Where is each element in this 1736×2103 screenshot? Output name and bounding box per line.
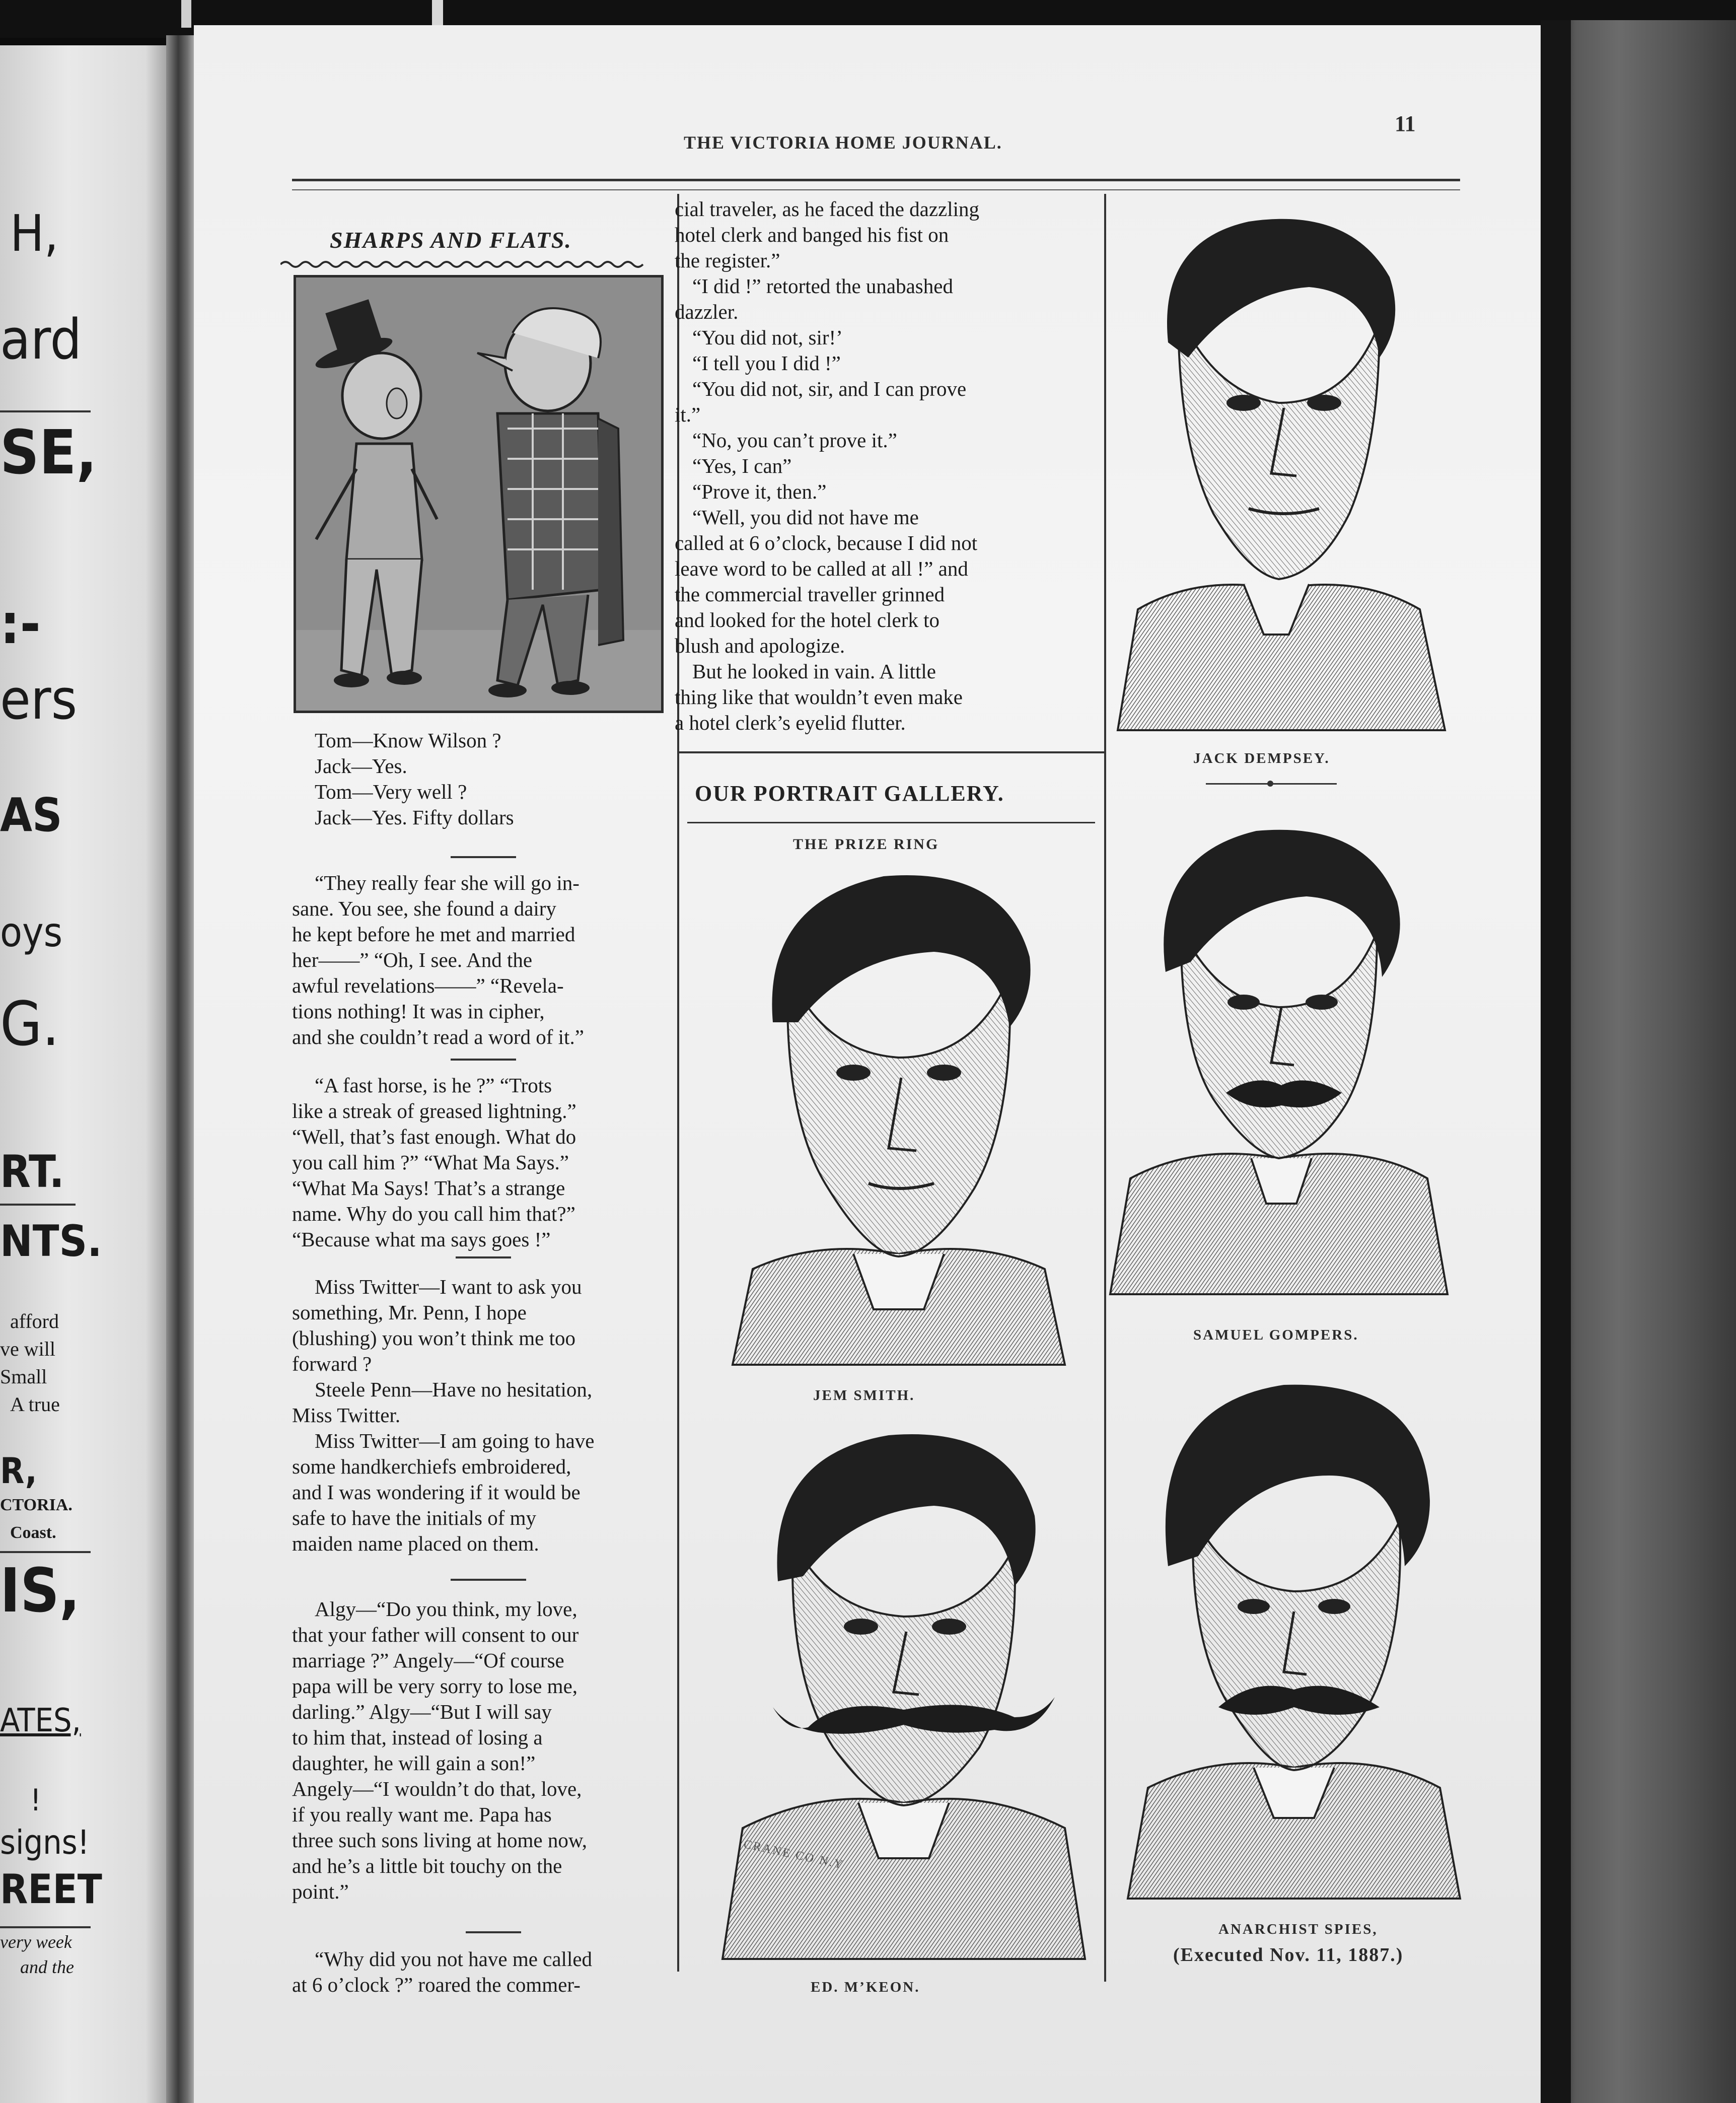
text-line: Tom—Very well ? <box>315 780 467 803</box>
text-line: forward ? <box>292 1352 372 1375</box>
joke <box>292 1274 670 1557</box>
scanner-gap <box>432 0 443 28</box>
fragment: REET <box>0 1866 102 1913</box>
text-line: “I tell you I did !” <box>692 352 841 375</box>
text-line: “Yes, I can” <box>692 454 792 477</box>
fragment: R, <box>0 1450 37 1492</box>
text-line: Miss Twitter—I want to ask you <box>315 1275 582 1298</box>
ornament-dot <box>1267 781 1273 787</box>
separator <box>451 1059 516 1061</box>
text-line: her——” “Oh, I see. And the <box>292 948 533 971</box>
fragment: ve will <box>0 1338 55 1360</box>
portrait-samuel-gompers <box>1105 811 1453 1299</box>
text-line: sane. You see, she found a dairy <box>292 897 556 920</box>
fragment: CTORIA. <box>0 1496 73 1514</box>
fragment: Small <box>0 1365 47 1388</box>
text-line: “Well, that’s fast enough. What do <box>292 1125 576 1148</box>
text-line: name. Why do you call him that?” <box>292 1202 575 1225</box>
text-line: “You did not, sir!’ <box>692 326 843 349</box>
text-line: if you really want me. Papa has <box>292 1803 552 1826</box>
gallery-title: OUR PORTRAIT GALLERY. <box>695 781 1004 806</box>
gallery-rule <box>677 751 1105 753</box>
fragment: very week <box>0 1932 72 1952</box>
section-title: SHARPS AND FLATS. <box>330 227 572 253</box>
portrait-caption: JACK DEMPSEY. <box>1193 750 1330 766</box>
joke <box>292 1946 670 1998</box>
text-line: and looked for the hotel clerk to <box>675 608 939 632</box>
text-line: papa will be very sorry to lose me, <box>292 1674 578 1698</box>
newspaper-page <box>194 25 1541 2103</box>
text-line: “What Ma Says! That’s a strange <box>292 1176 565 1200</box>
fragment: ATES, <box>0 1702 81 1739</box>
fragment: ers <box>0 667 78 732</box>
wavy-rule <box>280 259 648 269</box>
text-line: (blushing) you won’t think me too <box>292 1326 575 1350</box>
text-line: Jack—Yes. <box>315 754 407 778</box>
text-line: “You did not, sir, and I can prove <box>692 377 967 400</box>
text-line: called at 6 o’clock, because I did not <box>675 531 978 554</box>
page-number: 11 <box>1395 111 1416 136</box>
text-line: some handkerchiefs embroidered, <box>292 1455 571 1478</box>
text-line: “A fast horse, is he ?” “Trots <box>315 1074 552 1097</box>
text-line: to him that, instead of losing a <box>292 1726 543 1749</box>
separator <box>451 1579 526 1581</box>
text-line: it.” <box>675 403 701 426</box>
gallery-subtitle: THE PRIZE RING <box>793 836 939 853</box>
text-line: and he’s a little bit touchy on the <box>292 1854 562 1877</box>
text-line: “They really fear she will go in- <box>315 871 580 894</box>
joke <box>292 1596 670 1905</box>
fragment: SE, <box>0 418 97 488</box>
text-line: Angely—“I wouldn’t do that, love, <box>292 1777 582 1800</box>
separator <box>451 856 516 858</box>
text-line: leave word to be called at all !” and <box>675 557 968 580</box>
joke <box>292 1073 670 1252</box>
joke-continuation <box>675 196 1093 736</box>
running-title: THE VICTORIA HOME JOURNAL. <box>684 132 1002 153</box>
text-line: “Prove it, then.” <box>692 480 827 503</box>
text-line: “No, you can’t prove it.” <box>692 429 897 452</box>
portrait-jack-dempsey <box>1098 191 1460 735</box>
text-line: darling.” Algy—“But I will say <box>292 1700 552 1723</box>
facing-page <box>0 45 171 2103</box>
text-line: daughter, he will gain a son!” <box>292 1751 536 1775</box>
joke <box>292 870 670 1050</box>
text-line: the commercial traveller grinned <box>675 583 945 606</box>
fragment: H, <box>10 204 59 263</box>
text-line: blush and apologize. <box>675 634 845 657</box>
divider <box>0 1204 76 1206</box>
fragment: G. <box>0 990 59 1060</box>
text-line: that your father will consent to our <box>292 1623 579 1646</box>
text-line: a hotel clerk’s eyelid flutter. <box>675 711 906 734</box>
text-line: awful revelations——” “Revela- <box>292 974 564 997</box>
fragment: RT. <box>0 1146 64 1198</box>
dialogue-joke <box>315 728 667 830</box>
portrait-caption: SAMUEL GOMPERS. <box>1193 1327 1359 1343</box>
text-line: the register.” <box>675 249 780 272</box>
fragment: NTS. <box>0 1216 102 1267</box>
text-line: at 6 o’clock ?” roared the commer- <box>292 1973 581 1996</box>
engraver-mark: CRANE CO N.Y <box>742 1838 845 1872</box>
scanner-right-edge <box>1541 20 1736 2103</box>
text-line: “Well, you did not have me <box>692 506 919 529</box>
divider <box>0 1926 91 1928</box>
fragment: IS, <box>0 1556 80 1626</box>
text-line: Miss Twitter—I am going to have <box>315 1429 595 1452</box>
cartoon-illustration <box>294 275 664 713</box>
fragment: and the <box>20 1957 74 1977</box>
fragment: signs! <box>0 1823 90 1862</box>
divider <box>0 410 91 412</box>
fragment: ! <box>30 1783 41 1818</box>
separator <box>466 1931 521 1933</box>
fragment: oys <box>0 909 63 956</box>
text-line: Algy—“Do you think, my love, <box>315 1597 577 1621</box>
book-gutter <box>166 35 196 2103</box>
text-line: thing like that wouldn’t even make <box>675 685 963 709</box>
header-rule <box>292 179 1460 181</box>
fragment: AS <box>0 788 62 842</box>
text-line: Tom—Know Wilson ? <box>315 729 501 752</box>
text-line: three such sons living at home now, <box>292 1829 588 1852</box>
portrait-note: (Executed Nov. 11, 1887.) <box>1173 1944 1404 1966</box>
portrait-caption: JEM SMITH. <box>813 1387 915 1404</box>
text-line: and I was wondering if it would be <box>292 1481 581 1504</box>
portrait-ed-mckeon <box>712 1415 1095 1964</box>
text-line: maiden name placed on them. <box>292 1532 539 1555</box>
text-line: Steele Penn—Have no hesitation, <box>315 1378 593 1401</box>
fragment: :- <box>0 592 41 656</box>
text-line: like a streak of greased lightning.” <box>292 1099 576 1123</box>
fragment: Coast. <box>10 1523 56 1542</box>
text-line: tions nothing! It was in cipher, <box>292 1000 545 1023</box>
text-line: he kept before he met and married <box>292 923 575 946</box>
text-line: “Why did you not have me called <box>315 1947 593 1971</box>
text-line: safe to have the initials of my <box>292 1506 537 1529</box>
scanner-gap <box>181 0 191 28</box>
text-line: But he looked in vain. A little <box>692 660 936 683</box>
text-line: point.” <box>292 1880 349 1903</box>
text-line: “I did !” retorted the unabashed <box>692 274 953 298</box>
page-shadow <box>1541 20 1571 2103</box>
text-line: and she couldn’t read a word of it.” <box>292 1025 584 1048</box>
text-line: “Because what ma says goes !” <box>292 1228 551 1251</box>
separator <box>456 1256 511 1258</box>
fragment: A true <box>10 1393 60 1416</box>
text-line: dazzler. <box>675 300 739 323</box>
text-line: marriage ?” Angely—“Of course <box>292 1649 564 1672</box>
fragment: ard <box>0 307 82 372</box>
gallery-rule <box>687 822 1095 823</box>
portrait-caption: ED. M’KEON. <box>811 1979 920 1995</box>
text-line: cial traveler, as he faced the dazzling <box>675 197 980 221</box>
divider <box>0 1551 91 1553</box>
text-line: Miss Twitter. <box>292 1404 401 1427</box>
header-rule <box>292 189 1460 190</box>
text-line: you call him ?” “What Ma Says.” <box>292 1151 569 1174</box>
portrait-anarchist-spies <box>1118 1375 1470 1904</box>
portrait-jem-smith <box>722 856 1075 1370</box>
portrait-caption: ANARCHIST SPIES, <box>1218 1921 1378 1937</box>
text-line: something, Mr. Penn, I hope <box>292 1301 527 1324</box>
fragment: afford <box>10 1310 59 1333</box>
text-line: Jack—Yes. Fifty dollars <box>315 806 514 829</box>
text-line: hotel clerk and banged his fist on <box>675 223 949 246</box>
